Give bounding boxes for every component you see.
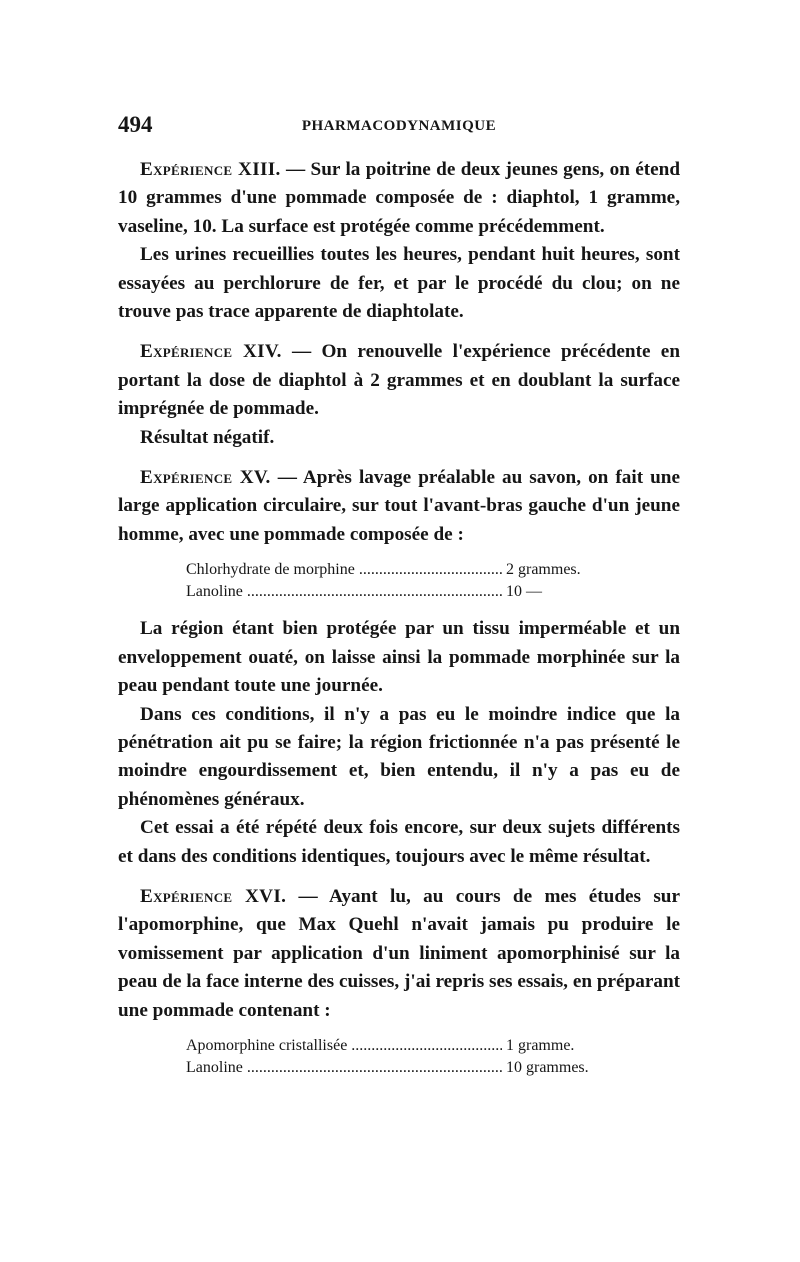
paragraph-experience-13 (118, 156, 680, 241)
experience-14-label: Expérience XIV. (140, 341, 282, 363)
ingredient-name: Chlorhydrate de morphine (186, 561, 355, 579)
page-number: 494 (118, 112, 153, 137)
experience-13-label: Expérience XIII. (140, 159, 281, 180)
ingredient-quantity: 10 grammes. (506, 1058, 589, 1076)
paragraph-experience-16 (118, 883, 680, 1025)
running-head (118, 112, 680, 142)
leader-dots (359, 559, 502, 581)
recipe-row (186, 559, 616, 581)
experience-13-text: — Sur la poitrine de deux jeunes gens, on étend 10 grammes d'une pommade composée de : diaphtol, 1 gramme, vaseline, 10. La surface est protégée comme précédemment. (118, 159, 681, 237)
running-title: PHARMACODYNAMIQUE (301, 118, 497, 134)
recipe-row (186, 581, 616, 603)
leader-dots (351, 1035, 502, 1057)
experience-16-text: — Ayant lu, au cours de mes études sur l'apomorphine, que Max Quehl n'avait jamais pu produire le vomissement par application d'un liniment apomorphinisé sur la peau de la face interne des cuisses, j'ai repris ses essais, en préparant une pommade contenant : (118, 885, 680, 1021)
ingredient-name: Apomorphine cristallisée (186, 1036, 348, 1054)
experience-16-label: Expérience XVI. (140, 885, 287, 907)
leader-dots (247, 1057, 502, 1079)
paragraph-essai: Cet essai a été répété deux fois encore, sur deux sujets différents et dans des conditions identiques, toujours avec le même résultat. (118, 817, 680, 867)
experience-15-label: Expérience XV. (140, 467, 271, 489)
experience-15-text: — Après lavage préalable au savon, on fait une large application circulaire, sur tout l'avant-bras gauche d'un jeune homme, avec une pommade composée de : (118, 467, 680, 545)
ingredient-quantity: 1 gramme. (506, 1036, 575, 1054)
recipe-morphine (186, 559, 616, 603)
experience-14-text: — On renouvelle l'expérience précédente en portant la dose de diaphtol à 2 grammes et en doublant la surface imprégnée de pommade. (118, 341, 680, 420)
paragraph-urines: Les urines recueillies toutes les heures, pendant huit heures, sont essayées au perchlorure de fer, et par le procédé du clou; on ne trouve pas trace apparente de diaphtolate. (118, 244, 680, 323)
paragraph-conditions: Dans ces conditions, il n'y a pas eu le moindre indice que la pénétration ait pu se faire; la région frictionnée n'a pas présenté le moindre engourdissement et, bien entendu, il n'y a pas eu de phénomènes généraux. (118, 703, 680, 810)
paragraph-result: Résultat négatif. (140, 426, 275, 448)
recipe-apomorphine (186, 1035, 616, 1079)
leader-dots (247, 581, 502, 603)
paragraph-experience-15 (118, 464, 680, 549)
ingredient-name: Lanoline (186, 583, 243, 601)
book-page (118, 112, 680, 1091)
ingredient-quantity: 10 — (506, 583, 542, 601)
recipe-row (186, 1035, 616, 1057)
paragraph-region: La région étant bien protégée par un tissu imperméable et un enveloppement ouaté, on laisse ainsi la pommade morphinée sur la peau pendant toute une journée. (118, 618, 680, 697)
recipe-row (186, 1057, 616, 1079)
paragraph-experience-14 (118, 338, 680, 423)
ingredient-name: Lanoline (186, 1058, 243, 1076)
ingredient-quantity: 2 grammes. (506, 561, 581, 579)
